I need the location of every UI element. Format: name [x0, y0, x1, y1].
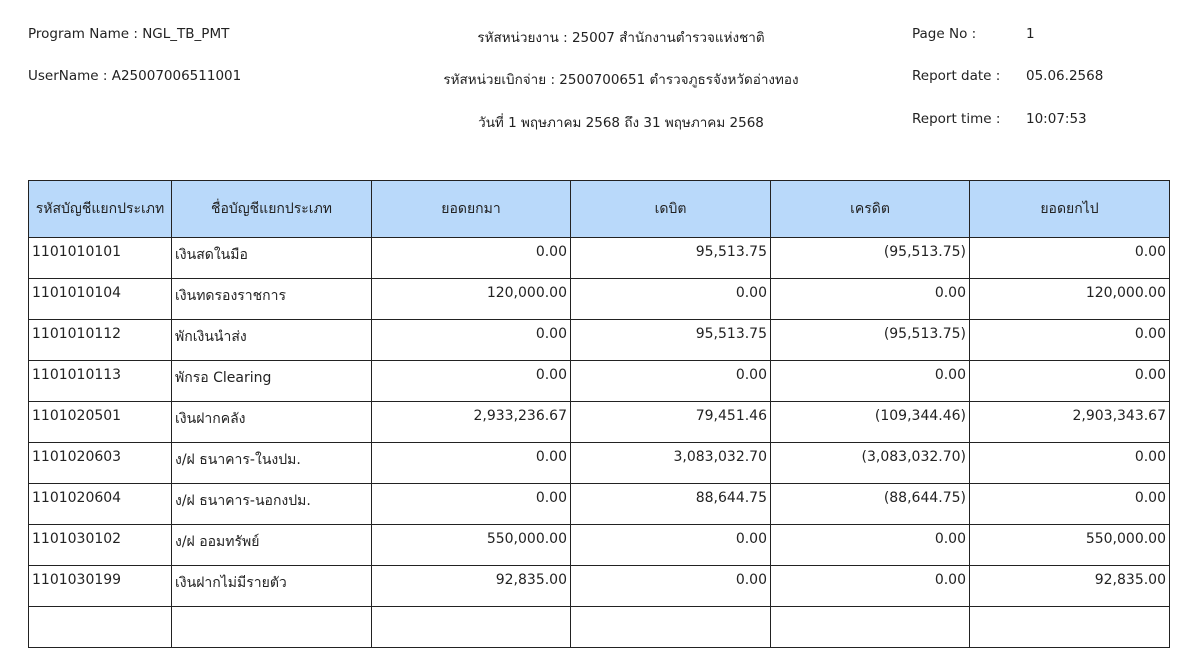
- debit: 0.00: [571, 525, 771, 566]
- account-code: 1101020604: [29, 484, 172, 525]
- credit: 0.00: [771, 279, 970, 320]
- closing-balance: 0.00: [970, 238, 1170, 279]
- report-period: วันที่ 1 พฤษภาคม 2568 ถึง 31 พฤษภาคม 2568: [478, 115, 764, 131]
- debit: 0.00: [571, 361, 771, 402]
- opening-balance: 0.00: [372, 320, 571, 361]
- opening-balance: 92,835.00: [372, 566, 571, 607]
- debit: 0.00: [571, 566, 771, 607]
- closing-balance: 0.00: [970, 484, 1170, 525]
- opening-balance: 0.00: [372, 238, 571, 279]
- debit: 95,513.75: [571, 238, 771, 279]
- column-header: รหัสบัญชีแยกประเภท: [29, 181, 172, 238]
- report-date-label: Report date :: [912, 68, 1001, 84]
- opening-balance: 2,933,236.67: [372, 402, 571, 443]
- page-no-label: Page No :: [912, 26, 977, 42]
- account-name: ง/ฝ ธนาคาร-ในงปม.: [172, 443, 372, 484]
- agency-code: รหัสหน่วยงาน : 25007 สำนักงานตำรวจแห่งชาติ: [477, 30, 765, 46]
- report-time: 10:07:53: [1026, 111, 1087, 127]
- report-date: 05.06.2568: [1026, 68, 1104, 84]
- table-row: [29, 566, 1170, 607]
- account-name: เงินฝากไม่มีรายตัว: [172, 566, 372, 607]
- credit: (3,083,032.70): [771, 443, 970, 484]
- credit: 0.00: [771, 566, 970, 607]
- opening-balance: 550,000.00: [372, 525, 571, 566]
- closing-balance: 0.00: [970, 320, 1170, 361]
- closing-balance: 0.00: [970, 361, 1170, 402]
- account-code: 1101010104: [29, 279, 172, 320]
- account-name: พักรอ Clearing: [172, 361, 372, 402]
- column-header: ชื่อบัญชีแยกประเภท: [172, 181, 372, 238]
- username: UserName : A25007006511001: [28, 68, 242, 84]
- debit: 0.00: [571, 279, 771, 320]
- empty-cell: [970, 607, 1170, 648]
- account-name: ง/ฝ ออมทรัพย์: [172, 525, 372, 566]
- debit: 79,451.46: [571, 402, 771, 443]
- column-header: เดบิต: [571, 181, 771, 238]
- opening-balance: 0.00: [372, 443, 571, 484]
- account-name: พักเงินนำส่ง: [172, 320, 372, 361]
- trial-balance-table: [28, 180, 1170, 648]
- table-row: [29, 361, 1170, 402]
- table-row: [29, 279, 1170, 320]
- table-row: [29, 238, 1170, 279]
- empty-cell: [172, 607, 372, 648]
- credit: (95,513.75): [771, 238, 970, 279]
- disbursing-unit: รหัสหน่วยเบิกจ่าย : 2500700651 ตำรวจภูธรจังหวัดอ่างทอง: [443, 72, 799, 88]
- credit: (88,644.75): [771, 484, 970, 525]
- empty-cell: [771, 607, 970, 648]
- account-code: 1101020603: [29, 443, 172, 484]
- account-code: 1101010113: [29, 361, 172, 402]
- table-row-partial: [29, 607, 1170, 648]
- opening-balance: 0.00: [372, 361, 571, 402]
- opening-balance: 0.00: [372, 484, 571, 525]
- closing-balance: 0.00: [970, 443, 1170, 484]
- account-code: 1101030102: [29, 525, 172, 566]
- credit: (95,513.75): [771, 320, 970, 361]
- account-code: 1101020501: [29, 402, 172, 443]
- empty-cell: [571, 607, 771, 648]
- account-name: เงินทดรองราชการ: [172, 279, 372, 320]
- empty-cell: [372, 607, 571, 648]
- table-row: [29, 402, 1170, 443]
- credit: 0.00: [771, 525, 970, 566]
- table-row: [29, 443, 1170, 484]
- column-header: ยอดยกไป: [970, 181, 1170, 238]
- debit: 3,083,032.70: [571, 443, 771, 484]
- debit: 95,513.75: [571, 320, 771, 361]
- credit: 0.00: [771, 361, 970, 402]
- program-name: Program Name : NGL_TB_PMT: [28, 26, 230, 42]
- account-code: 1101010112: [29, 320, 172, 361]
- closing-balance: 120,000.00: [970, 279, 1170, 320]
- account-name: ง/ฝ ธนาคาร-นอกงปม.: [172, 484, 372, 525]
- account-code: 1101010101: [29, 238, 172, 279]
- closing-balance: 2,903,343.67: [970, 402, 1170, 443]
- account-name: เงินสดในมือ: [172, 238, 372, 279]
- empty-cell: [29, 607, 172, 648]
- opening-balance: 120,000.00: [372, 279, 571, 320]
- table-row: [29, 525, 1170, 566]
- column-header: ยอดยกมา: [372, 181, 571, 238]
- debit: 88,644.75: [571, 484, 771, 525]
- page-no: 1: [1026, 26, 1035, 42]
- credit: (109,344.46): [771, 402, 970, 443]
- closing-balance: 92,835.00: [970, 566, 1170, 607]
- table-row: [29, 320, 1170, 361]
- column-header: เครดิต: [771, 181, 970, 238]
- table-row: [29, 484, 1170, 525]
- closing-balance: 550,000.00: [970, 525, 1170, 566]
- account-code: 1101030199: [29, 566, 172, 607]
- report-time-label: Report time :: [912, 111, 1001, 127]
- account-name: เงินฝากคลัง: [172, 402, 372, 443]
